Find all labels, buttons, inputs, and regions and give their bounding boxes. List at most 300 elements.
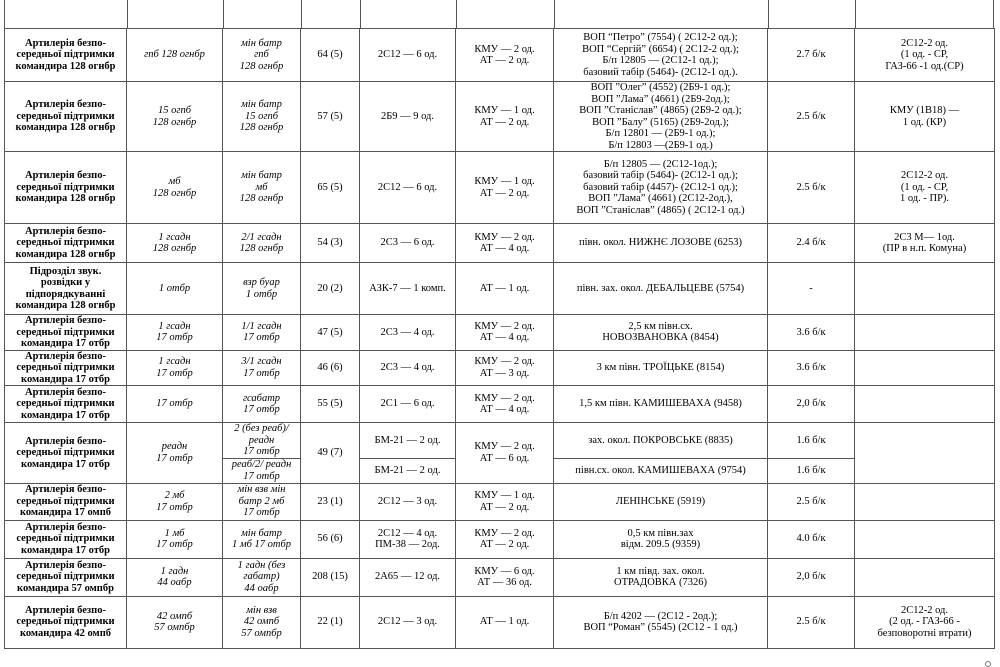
notes-cell-line: 2С12-2 од. [900, 170, 949, 182]
position-cell-line: мін батр [241, 170, 282, 182]
position-cell-line: мін взв [246, 604, 277, 616]
location-cell-line: 2,5 км півн.сх. [628, 320, 693, 332]
control-cell-line: КМУ — 1 од. [474, 105, 535, 116]
location-cell-line: півн. окол. НИЖНЄ ЛОЗОВЕ (6253) [578, 237, 743, 249]
personnel-cell: 46 (6) [301, 350, 360, 386]
location-cell-line: базовий табір (4457)- (2С12-1 од.); [583, 181, 738, 193]
control-cell-line: АТ — 4 од. [479, 404, 530, 415]
ammo-cell: 1.6 б/к [768, 458, 855, 483]
notes-cell [855, 386, 995, 423]
notes-cell [855, 520, 995, 558]
location-cell-line: Б/п 12805 — (2С12-1од.); [603, 158, 718, 170]
control-cell-line: АТ — 4 од. [479, 332, 530, 344]
subunit-cell [127, 82, 223, 152]
control-cell [456, 152, 554, 224]
unit-cell-line: Артилерія безпо- [25, 435, 106, 447]
location-cell-line: зах. окол. ПОКРОВСЬКЕ (8835) [588, 434, 733, 446]
position-cell-line: 1/1 гсадн [241, 320, 282, 332]
ammo-cell: 3.6 б/к [768, 350, 855, 386]
ammo-cell: 2,0 б/к [768, 386, 855, 423]
unit-cell-line: середньої підтримки [16, 362, 115, 373]
unit-cell-line: середньої підтримки [16, 398, 115, 410]
weapons-cell [360, 29, 456, 82]
ammo-cell: - [768, 263, 855, 315]
control-cell [456, 29, 554, 82]
unit-cell-line: середньої підтримки [16, 181, 115, 193]
control-cell-line: АТ — 36 од. [477, 577, 532, 588]
subunit-cell-line: 1 отбр [158, 282, 191, 294]
location-cell-line: ВОП ”Лама” (4661) (2С12-2од.), [588, 193, 733, 205]
unit-cell [5, 315, 127, 351]
control-cell [456, 263, 554, 315]
position-cell-line: 17 отбр [243, 470, 280, 482]
subunit-cell [127, 152, 223, 224]
unit-cell-line: середньої підтримки [16, 495, 115, 507]
artillery-table [4, 28, 995, 649]
position-cell-line: 128 огнбр [239, 122, 284, 134]
unit-cell-line: Артилерія безпо- [25, 604, 106, 616]
position-cell [223, 152, 301, 224]
unit-cell-line: Артилерія безпо- [25, 225, 106, 237]
position-cell-line: 17 отбр [243, 367, 280, 379]
subunit-cell-line: гпб 128 огнбр [144, 49, 205, 61]
weapons-cell-line: 2С12 — 6 од. [377, 49, 438, 61]
control-cell [456, 82, 554, 152]
position-cell [223, 596, 301, 648]
unit-cell-line: Артилерія безпо- [25, 170, 106, 182]
unit-cell-line: середньої підтримки [16, 571, 115, 583]
weapons-cell-line: 2С12 — 6 од. [377, 181, 438, 193]
position-cell-line: 2/1 гсадн [241, 231, 282, 243]
personnel-cell: 56 (6) [301, 520, 360, 558]
personnel-cell: 54 (3) [301, 224, 360, 263]
control-cell-line: АТ — 1 од. [479, 616, 530, 628]
location-cell [554, 483, 768, 520]
position-cell [223, 458, 301, 483]
location-cell-line: ВОП ”Балу” (5165) (2Б9-2од.); [592, 116, 729, 128]
position-cell [223, 263, 301, 315]
position-cell-line: 17 отбр [243, 446, 280, 457]
table-row [5, 29, 995, 82]
location-cell-line: ВОП “Сергій” (6654) ( 2С12-2 од.); [582, 43, 739, 55]
position-cell-line: 17 отбр [243, 332, 280, 344]
location-cell [554, 350, 768, 386]
position-cell-line: габатр) [243, 571, 280, 583]
unit-cell [5, 596, 127, 648]
unit-cell-line: командира 128 огнбр [15, 60, 116, 72]
unit-cell-line: командира 128 огнбр [15, 248, 116, 260]
control-cell [456, 483, 554, 520]
position-cell [223, 29, 301, 82]
control-cell [456, 386, 554, 423]
notes-cell-line: (1 од. - СР, [900, 181, 949, 193]
table-row [5, 596, 995, 648]
unit-cell [5, 386, 127, 423]
position-cell-line: 128 огнбр [239, 193, 284, 205]
location-cell [554, 458, 768, 483]
position-cell [223, 558, 301, 596]
ammo-cell: 1.6 б/к [768, 423, 855, 459]
notes-cell-line: (1 од. - СР, [900, 49, 949, 61]
weapons-cell [360, 263, 456, 315]
weapons-cell-line: 2А65 — 12 од. [374, 571, 441, 583]
subunit-cell-line: 42 омпб [156, 610, 193, 622]
position-cell [223, 224, 301, 263]
position-cell [223, 82, 301, 152]
unit-cell-line: Артилерія безпо- [25, 484, 106, 496]
notes-cell-line: 1 од. (КР) [902, 116, 947, 128]
unit-cell-line: середньої підтримки [16, 237, 115, 249]
position-cell-line: мін батр [241, 527, 282, 539]
control-cell-line: КМУ — 2 од. [474, 43, 535, 55]
table-row [5, 82, 995, 152]
subunit-cell-line: реадн [161, 441, 188, 453]
notes-cell [855, 423, 995, 484]
table-row [5, 350, 995, 386]
table-row [5, 483, 995, 520]
position-cell-line: 128 огнбр [239, 60, 284, 72]
position-cell-line: 17 отбр [243, 507, 280, 519]
unit-cell-line: підпорядкуванні [25, 288, 106, 300]
weapons-cell-line: 2С12 — 3 од. [377, 616, 438, 628]
personnel-cell: 64 (5) [301, 29, 360, 82]
subunit-cell [127, 386, 223, 423]
notes-cell-line: 2С12-2 од. [900, 37, 949, 49]
subunit-cell-line: 1 гсадн [158, 320, 191, 332]
personnel-cell: 23 (1) [301, 483, 360, 520]
personnel-cell: 49 (7) [301, 423, 360, 484]
location-cell-line: ВОП “Роман” (5545) (2С12 - 1 од.) [583, 622, 738, 633]
position-cell-line: мін батр [241, 37, 282, 49]
location-cell-line: півн. зах. окол. ДЕБАЛЬЦЕВЕ (5754) [576, 282, 745, 294]
weapons-cell-line: 2Б9 — 9 од. [380, 110, 435, 122]
ammo-cell: 2.5 б/к [768, 483, 855, 520]
weapons-cell-line: 2С12 — 4 од. [377, 527, 438, 539]
unit-cell-line: середньої підтримки [16, 326, 115, 338]
ammo-cell: 2.7 б/к [768, 29, 855, 82]
subunit-cell-line: 128 огнбр [152, 116, 197, 128]
position-cell-line: 1 отбр [245, 288, 278, 300]
weapons-cell-line: БМ-21 — 2 од. [374, 434, 441, 446]
unit-cell-line: командира 17 омпб [19, 507, 112, 519]
position-cell [223, 350, 301, 386]
table-row [5, 558, 995, 596]
location-cell-line: ВОП ”Лама” (4661) (2Б9-2од.); [591, 93, 730, 105]
weapons-cell [360, 520, 456, 558]
unit-cell-line: середньої підтримки [16, 533, 115, 545]
unit-cell-line: Артилерія безпо- [25, 521, 106, 533]
location-cell-line: ВОП ”Станіслав” (4865) ( 2С12-1 од.) [576, 204, 745, 216]
position-cell-line: реаб/2/ реадн [231, 459, 292, 470]
weapons-cell [360, 350, 456, 386]
location-cell-line: ВОП ”Олег” (4552) (2Б9-1 од.); [590, 82, 731, 93]
subunit-cell-line: 17 отбр [156, 398, 193, 410]
subunit-cell [127, 315, 223, 351]
position-cell-line: 1 гадн (без [237, 559, 286, 571]
control-cell [456, 224, 554, 263]
location-cell-line: півн.сх. окол. КАМИШЕВАХА (9754) [575, 464, 746, 476]
personnel-cell: 47 (5) [301, 315, 360, 351]
position-cell [223, 483, 301, 520]
subunit-cell-line: 17 отбр [156, 501, 193, 513]
control-cell [456, 596, 554, 648]
unit-cell-line: командира 128 огнбр [15, 193, 116, 205]
location-cell-line: ВОП ”Станіслав” (4865) (2Б9-2 од.); [579, 105, 742, 116]
notes-cell [855, 263, 995, 315]
position-cell-line: 57 омпбр [241, 627, 282, 639]
subunit-cell-line: 17 отбр [156, 539, 193, 550]
control-cell [456, 558, 554, 596]
ammo-cell: 2.5 б/к [768, 82, 855, 152]
personnel-cell: 57 (5) [301, 82, 360, 152]
table-row [5, 423, 995, 459]
notes-cell-line: безповоротні втрати) [877, 627, 972, 639]
unit-cell-line: розвідки у [40, 277, 91, 288]
subunit-cell-line: 57 омпбр [154, 622, 195, 633]
unit-cell-line: середньої підтримки [16, 616, 115, 628]
unit-cell [5, 520, 127, 558]
location-cell [554, 423, 768, 459]
weapons-cell [360, 558, 456, 596]
page-corner-mark [985, 661, 991, 667]
position-cell-line: 3/1 гсадн [241, 356, 282, 368]
notes-cell [855, 596, 995, 648]
weapons-cell [360, 315, 456, 351]
position-cell-line: батр 2 мб [238, 495, 285, 507]
location-cell-line: Б/п 12803 —(2Б9-1 од.) [608, 139, 713, 151]
control-cell [456, 520, 554, 558]
unit-cell [5, 82, 127, 152]
location-cell [554, 224, 768, 263]
control-cell-line: КМУ — 1 од. [474, 490, 535, 501]
control-cell-line: АТ — 6 од. [479, 452, 530, 464]
position-cell [223, 423, 301, 459]
unit-cell [5, 423, 127, 484]
control-cell [456, 350, 554, 386]
unit-cell-line: Артилерія безпо- [25, 559, 106, 571]
position-cell [223, 386, 301, 423]
location-cell-line: базовий табір (5464)- (2С12-1 од.). [583, 66, 738, 78]
ammo-cell: 3.6 б/к [768, 315, 855, 351]
control-cell-line: КМУ — 2 од. [474, 527, 535, 539]
unit-cell [5, 350, 127, 386]
table-row [5, 152, 995, 224]
notes-cell [855, 29, 995, 82]
personnel-cell: 208 (15) [301, 558, 360, 596]
table-row [5, 315, 995, 351]
notes-cell [855, 483, 995, 520]
table-row [5, 520, 995, 558]
position-cell-line: 42 омпб [243, 616, 280, 628]
control-cell-line: АТ — 2 од. [479, 116, 530, 128]
control-cell-line: АТ — 2 од. [479, 187, 530, 199]
unit-cell-line: командира 57 омпбр [17, 582, 114, 594]
position-cell-line: 2 (без реаб)/ [234, 423, 289, 434]
control-cell [456, 423, 554, 484]
unit-cell-line: командира 128 огнбр [15, 122, 116, 134]
position-cell-line: мін взв мін [237, 484, 286, 496]
notes-cell-line: 2С12-2 од. [900, 604, 949, 616]
personnel-cell: 55 (5) [301, 386, 360, 423]
position-cell [223, 520, 301, 558]
table-body [5, 29, 995, 649]
location-cell-line: ОТРАДОВКА (7326) [613, 577, 708, 588]
weapons-cell-line: 2С3 — 6 од. [380, 237, 435, 249]
unit-cell-line: середньої підтримки [16, 447, 115, 458]
weapons-cell-line: 2С3 — 4 од. [380, 326, 435, 338]
location-cell [554, 315, 768, 351]
unit-cell [5, 152, 127, 224]
weapons-cell-line: ПМ-38 — 2од. [375, 539, 440, 550]
notes-cell-line: 2С3 М— 1од. [894, 231, 955, 243]
control-cell-line: АТ — 4 од. [479, 243, 530, 254]
position-cell-line: 1 мб 17 отбр [232, 539, 291, 550]
control-cell-line: КМУ — 2 од. [474, 392, 535, 404]
unit-cell-line: командира 128 огнбр [15, 300, 116, 311]
location-cell [554, 82, 768, 152]
position-cell-line: 15 огпб [244, 110, 278, 122]
ammo-cell: 4.0 б/к [768, 520, 855, 558]
unit-cell-line: Артилерія безпо- [25, 386, 106, 398]
weapons-cell-line: 2С3 — 4 од. [380, 362, 435, 373]
notes-cell-line: (2 од. - ГАЗ-66 - [889, 616, 960, 628]
location-cell [554, 29, 768, 82]
subunit-cell-line: 17 отбр [156, 452, 193, 464]
weapons-cell-line: БМ-21 — 2 од. [374, 464, 441, 476]
notes-cell [855, 82, 995, 152]
subunit-cell-line: 17 отбр [156, 332, 193, 344]
unit-cell-line: командира 17 отбр [21, 373, 110, 385]
ammo-cell: 2.4 б/к [768, 224, 855, 263]
position-cell [223, 315, 301, 351]
location-cell [554, 520, 768, 558]
location-cell-line: базовий табір (5464)- (2С12-1 од.); [583, 170, 738, 182]
personnel-cell: 20 (2) [301, 263, 360, 315]
notes-cell-line: (ПР в н.п. Комуна) [882, 243, 967, 254]
control-cell-line: КМУ — 2 од. [474, 320, 535, 332]
subunit-cell [127, 263, 223, 315]
position-cell-line: 128 огнбр [239, 243, 284, 254]
location-cell [554, 263, 768, 315]
notes-cell-line: КМУ (1В18) — [889, 105, 960, 116]
unit-cell-line: командира 17 отбр [21, 338, 110, 349]
notes-cell [855, 558, 995, 596]
control-cell-line: КМУ — 2 од. [474, 356, 535, 368]
control-cell-line: КМУ — 1 од. [474, 176, 535, 187]
notes-cell-line: 1 од. - ПР). [899, 193, 950, 205]
notes-cell-line: ГАЗ-66 -1 од.(СР) [885, 60, 964, 72]
location-cell-line: відм. 209.5 (9359) [620, 539, 701, 550]
subunit-cell-line: 128 огнбр [152, 243, 197, 254]
unit-cell-line: Підрозділ звук. [29, 265, 102, 277]
weapons-cell [360, 386, 456, 423]
control-cell-line: АТ — 3 од. [479, 367, 530, 379]
table-row [5, 224, 995, 263]
location-cell-line: Б/п 12805 — (2С12-1 од.); [602, 55, 719, 66]
control-cell-line: АТ — 2 од. [479, 501, 530, 513]
personnel-cell: 65 (5) [301, 152, 360, 224]
unit-cell-line: командира 17 отбр [21, 458, 110, 470]
unit-cell [5, 263, 127, 315]
unit-cell [5, 558, 127, 596]
personnel-cell: 22 (1) [301, 596, 360, 648]
control-cell-line: КМУ — 2 од. [474, 231, 535, 243]
weapons-cell-line: АЗК-7 — 1 комп. [369, 282, 446, 294]
position-cell-line: 17 отбр [243, 404, 280, 415]
position-cell-line: гпб [254, 49, 269, 61]
location-cell-line: Б/п 4202 — (2С12 - 2од.); [603, 610, 718, 622]
notes-cell [855, 152, 995, 224]
table-top-continuation [4, 0, 994, 28]
notes-cell [855, 315, 995, 351]
position-cell-line: взр буар [243, 277, 280, 288]
subunit-cell-line: 1 мб [164, 527, 185, 539]
weapons-cell [360, 423, 456, 459]
weapons-cell [360, 458, 456, 483]
ammo-cell: 2,0 б/к [768, 558, 855, 596]
control-cell-line: КМУ — 2 од. [474, 441, 535, 453]
table-row [5, 263, 995, 315]
ammo-cell: 2.5 б/к [768, 596, 855, 648]
weapons-cell [360, 152, 456, 224]
unit-cell-line: Артилерія безпо- [25, 350, 106, 362]
unit-cell-line: Артилерія безпо- [25, 315, 106, 326]
subunit-cell [127, 596, 223, 648]
subunit-cell [127, 423, 223, 484]
table-row [5, 386, 995, 423]
unit-cell [5, 224, 127, 263]
notes-cell [855, 224, 995, 263]
subunit-cell-line: 2 мб [164, 490, 185, 501]
weapons-cell [360, 82, 456, 152]
subunit-cell-line: 44 оабр [157, 577, 192, 588]
unit-cell-line: середньої підтримки [16, 49, 115, 61]
weapons-cell-line: 2С12 — 3 од. [377, 495, 438, 507]
location-cell-line: НОВОЗВАНОВКА (8454) [602, 332, 719, 344]
location-cell [554, 558, 768, 596]
weapons-cell [360, 483, 456, 520]
weapons-cell [360, 596, 456, 648]
location-cell-line: ВОП “Петро” (7554) ( 2С12-2 од.); [583, 32, 738, 43]
subunit-cell-line: 1 гсадн [158, 231, 191, 243]
unit-cell-line: командира 42 омпб [19, 627, 112, 639]
subunit-cell [127, 483, 223, 520]
location-cell-line: Б/п 12801 — (2Б9-1 од.); [605, 128, 716, 139]
control-cell-line: АТ — 2 од. [479, 539, 530, 550]
position-cell-line: мб [255, 181, 268, 193]
notes-cell [855, 350, 995, 386]
subunit-cell [127, 350, 223, 386]
unit-cell-line: Артилерія безпо- [25, 37, 106, 49]
control-cell-line: АТ — 1 од. [479, 282, 530, 294]
control-cell [456, 315, 554, 351]
position-cell-line: гсабатр [242, 392, 281, 404]
control-cell-line: АТ — 2 од. [479, 55, 530, 66]
subunit-cell-line: мб [168, 176, 181, 187]
ammo-cell: 2.5 б/к [768, 152, 855, 224]
unit-cell [5, 483, 127, 520]
subunit-cell [127, 29, 223, 82]
subunit-cell-line: 17 отбр [156, 367, 193, 379]
position-cell-line: 44 оабр [244, 582, 279, 594]
weapons-cell [360, 224, 456, 263]
location-cell-line: 3 км півн. ТРОЇЦЬКЕ (8154) [596, 362, 725, 373]
location-cell [554, 596, 768, 648]
location-cell-line: ЛЕНІНСЬКЕ (5919) [615, 495, 706, 507]
position-cell-line: реадн [248, 434, 275, 446]
subunit-cell [127, 558, 223, 596]
subunit-cell-line: 15 огпб [157, 105, 191, 116]
